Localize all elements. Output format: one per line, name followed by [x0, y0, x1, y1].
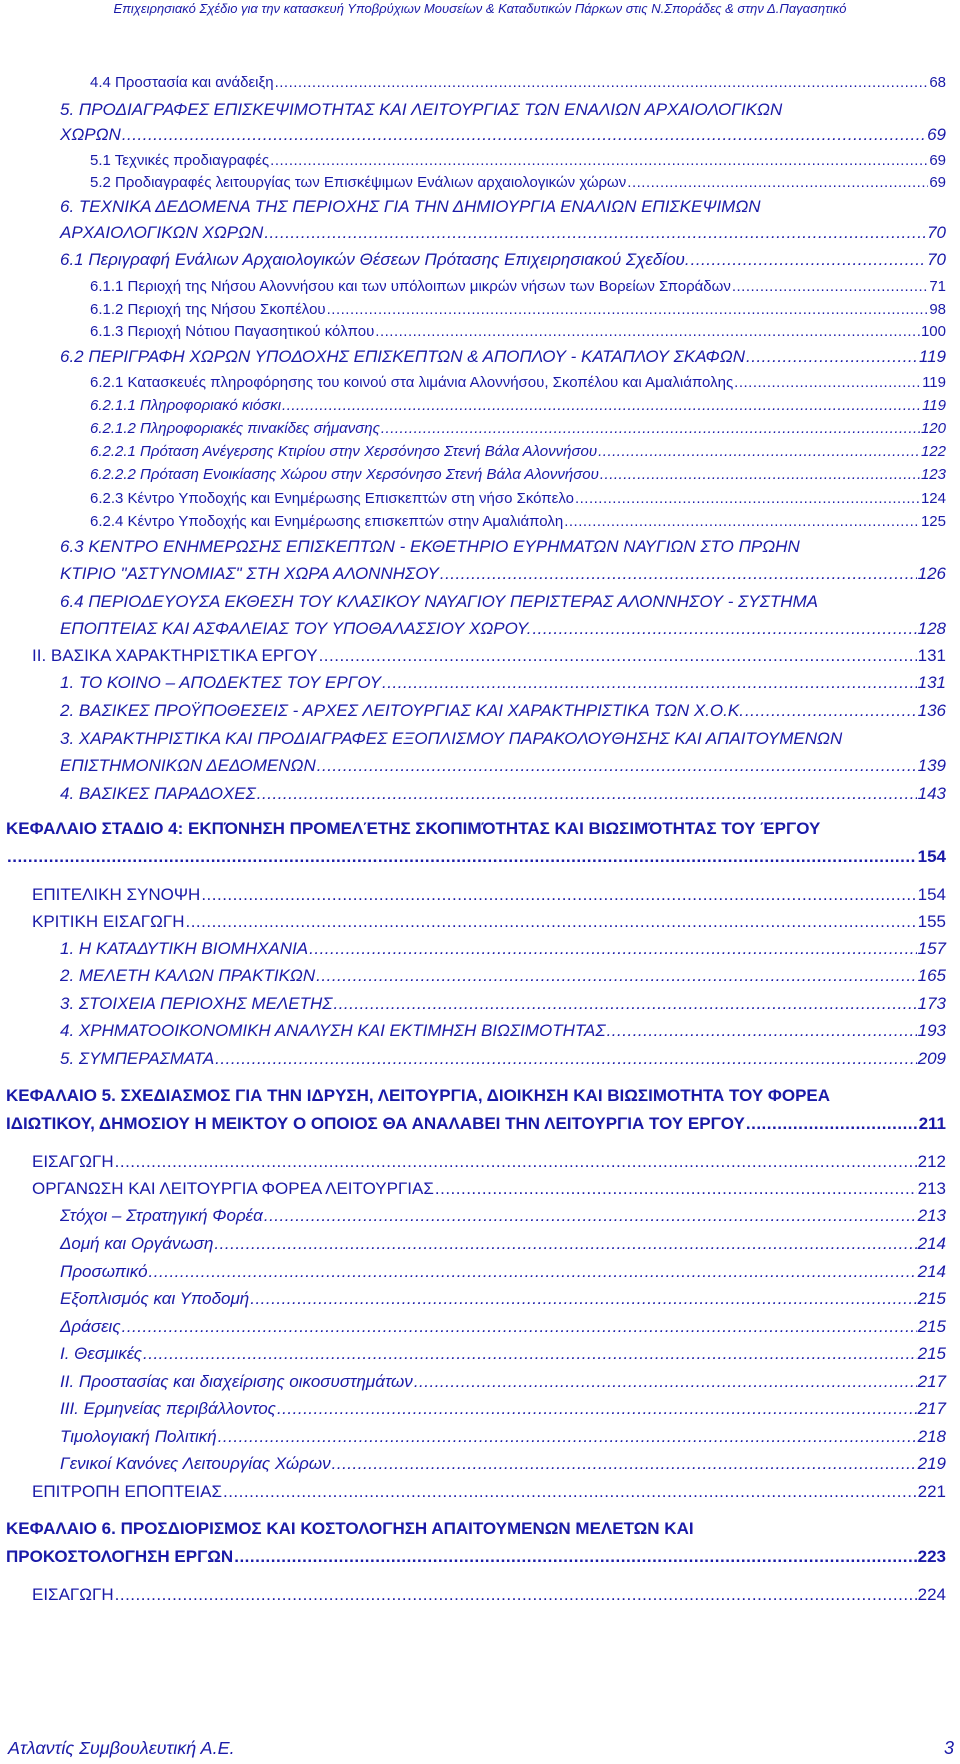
toc-entry[interactable]: [90, 420, 946, 437]
toc-dot-leader: [201, 885, 916, 905]
toc-page-number: 215: [917, 1344, 946, 1363]
toc-entry-title: 6.2.2.2 Πρόταση Ενοικίασης Χώρου στην Χερσόνησο Στενή Βάλα Αλοννήσου: [90, 466, 599, 483]
toc-page-number: 211: [918, 1114, 946, 1133]
toc-entry-title: Γενικοί Κανόνες Λειτουργίας Χώρων: [60, 1454, 331, 1473]
toc-dot-leader: [250, 1289, 916, 1309]
toc-entry-title: Δομή και Οργάνωση: [60, 1234, 214, 1253]
toc-entry-title: 6.1.2 Περιοχή της Νήσου Σκοπέλου: [90, 301, 326, 318]
toc-entry[interactable]: [60, 592, 818, 612]
toc-dot-leader: [309, 939, 916, 959]
toc-entry-title: Προσωπικό: [60, 1262, 148, 1281]
toc-page-number: 223: [917, 1547, 946, 1566]
toc-entry-title: ΕΠΙΤΡΟΠΗ ΕΠΟΠΤΕΙΑΣ: [32, 1482, 222, 1501]
toc-entry-title: 5. ΣΥΜΠΕΡΑΣΜΑΤΑ: [60, 1049, 215, 1068]
toc-entry[interactable]: [90, 74, 946, 91]
toc-entry[interactable]: [90, 152, 946, 169]
toc-dot-leader: [734, 374, 921, 391]
toc-dot-leader: [143, 1344, 917, 1364]
toc-dot-leader: [215, 1049, 916, 1069]
toc-entry-title: ΕΠΟΠΤΕΙΑΣ ΚΑΙ ΑΣΦΑΛΕΙΑΣ ΤΟΥ ΥΠΟΘΑΛΑΣΣΙΟΥ ΧΩΡΟΥ.: [60, 619, 532, 638]
toc-entry[interactable]: [90, 490, 946, 507]
toc-page-number: 100: [920, 323, 946, 340]
toc-dot-leader: [746, 1114, 918, 1134]
toc-page-number: 154: [917, 885, 946, 904]
toc-entry[interactable]: [6, 1114, 946, 1134]
toc-entry[interactable]: [60, 125, 946, 145]
toc-page-number: 69: [927, 125, 946, 144]
toc-entry-title: ΙΔΙΩΤΙΚΟΥ, ΔΗΜΟΣΙΟΥ Η ΜΕΙΚΤΟΥ Ο ΟΠΟΙΟΣ ΘΑ ΑΝΑΛΑΒΕΙ ΤΗΝ ΛΕΙΤΟΥΡΓΙΑ ΤΟΥ ΕΡΓΟΥ: [6, 1114, 745, 1133]
toc-page-number: 119: [918, 347, 946, 366]
toc-dot-leader: [598, 443, 920, 460]
toc-entry-title: 6.2.4 Κέντρο Υποδοχής και Ενημέρωσης επισκεπτών στην Αμαλιάπολη: [90, 513, 564, 530]
toc-page-number: 136: [917, 701, 946, 720]
toc-entry-title: Στόχοι – Στρατηγική Φορέα: [60, 1206, 263, 1225]
toc-entry-title: 6.2 ΠΕΡΙΓΡΑΦΗ ΧΩΡΩΝ ΥΠΟΔΟΧΗΣ ΕΠΙΣΚΕΠΤΩΝ & ΑΠΟΠΛΟΥ - ΚΑΤΑΠΛΟΥ ΣΚΑΦΩΝ: [60, 347, 745, 366]
toc-dot-leader: [745, 701, 917, 721]
toc-entry-title: 1. Η ΚΑΤΑΔΥΤΙΚΗ ΒΙΟΜΗΧΑΝΙΑ: [60, 939, 309, 958]
toc-entry-title: ΙΙ. ΒΑΣΙΚΑ ΧΑΡΑΚΤΗΡΙΣΤΙΚΑ ΕΡΓΟΥ: [32, 646, 318, 665]
toc-dot-leader: [122, 1317, 917, 1337]
toc-entry[interactable]: [60, 1372, 946, 1392]
toc-entry-title: ΚΕΦΑΛΑΙΟ 5. ΣΧΕΔΙΑΣΜΟΣ ΓΙΑ ΤΗΝ ΙΔΡΥΣΗ, ΛΕΙΤΟΥΡΓΙΑ, ΔΙΟΙΚΗΣΗ ΚΑΙ ΒΙΩΣΙΜΟΤΗΤΑ ΤΟΥ ΦΟΡΕΑ: [6, 1086, 831, 1105]
toc-entry[interactable]: [60, 1234, 946, 1254]
toc-entry-title: 3. ΧΑΡΑΚΤΗΡΙΣΤΙΚΑ ΚΑΙ ΠΡΟΔΙΑΓΡΑΦΕΣ ΕΞΟΠΛΙΣΜΟΥ ΠΑΡΑΚΟΛΟΥΘΗΣΗΣ ΚΑΙ ΑΠΑΙΤΟΥΜΕΝΩΝ: [60, 729, 843, 748]
toc-entry[interactable]: [60, 1427, 946, 1447]
toc-entry[interactable]: [90, 323, 946, 340]
toc-entry-title: 6.3 ΚΕΝΤΡΟ ΕΝΗΜΕΡΩΣΗΣ ΕΠΙΣΚΕΠΤΩΝ - ΕΚΘΕΤΗΡΙΟ ΕΥΡΗΜΑΤΩΝ ΝΑΥΓΙΩΝ ΣΤΟ ΠΡΩΗΝ: [60, 537, 800, 556]
toc-dot-leader: [532, 619, 916, 639]
toc-entry-title: 2. ΜΕΛΕΤΗ ΚΑΛΩΝ ΠΡΑΚΤΙΚΩΝ: [60, 966, 316, 985]
toc-page-number: 143: [917, 784, 946, 803]
toc-entry[interactable]: [60, 701, 946, 721]
toc-entry-title: 4. ΒΑΣΙΚΕΣ ΠΑΡΑΔΟΧΕΣ: [60, 784, 256, 803]
toc-dot-leader: [264, 223, 926, 243]
toc-entry-title: 6.2.1.2 Πληροφοριακές πινακίδες σήμανσης: [90, 420, 380, 437]
toc-entry-title: 6.1.3 Περιοχή Νότιου Παγασητικού κόλπου: [90, 323, 375, 340]
toc-entry-title: 4.4 Προστασία και ανάδειξη: [90, 74, 274, 91]
toc-page-number: 219: [917, 1454, 946, 1473]
toc-page-number: 122: [920, 443, 946, 460]
toc-dot-leader: [746, 347, 918, 367]
toc-page-number: 193: [917, 1021, 946, 1040]
toc-entry-title: 5.1 Τεχνικές προδιαγραφές: [90, 152, 270, 169]
toc-dot-leader: [185, 912, 916, 932]
toc-dot-leader: [382, 673, 917, 693]
toc-page-number: 213: [917, 1206, 946, 1225]
toc-page-number: 221: [917, 1482, 946, 1501]
toc-entry[interactable]: [90, 374, 946, 391]
toc-entry-title: ΟΡΓΑΝΩΣΗ ΚΑΙ ΛΕΙΤΟΥΡΓΙΑ ΦΟΡΕΑ ΛΕΙΤΟΥΡΓΙΑΣ: [32, 1179, 434, 1198]
toc-page-number: 70: [927, 250, 946, 269]
toc-page-number: 155: [917, 912, 946, 931]
toc-dot-leader: [332, 1454, 917, 1474]
toc-page-number: 125: [920, 513, 946, 530]
toc-entry-title: 6.2.1 Κατασκευές πληροφόρησης του κοινού στα λιμάνια Αλοννήσου, Σκοπέλου και Αμαλιάπολης: [90, 374, 734, 391]
toc-dot-leader: [264, 1206, 917, 1226]
toc-entry[interactable]: [32, 912, 946, 932]
toc-entry[interactable]: [6, 1519, 694, 1539]
toc-entry-title: ΚΡΙΤΙΚΗ ΕΙΣΑΓΩΓΗ: [32, 912, 185, 931]
toc-page-number: 70: [927, 223, 946, 242]
toc-entry[interactable]: [60, 250, 946, 270]
toc-dot-leader: [440, 564, 917, 584]
toc-entry[interactable]: [60, 100, 782, 120]
toc-entry[interactable]: [60, 1344, 946, 1364]
toc-entry-title: 5.2 Προδιαγραφές λειτουργίας των Επισκέψιμων Ενάλιων αρχαιολογικών χώρων: [90, 174, 627, 191]
toc-dot-leader: [316, 966, 916, 986]
toc-entry-title: 6. ΤΕΧΝΙΚΑ ΔΕΔΟΜΕΝΑ ΤΗΣ ΠΕΡΙΟΧΗΣ ΓΙΑ ΤΗΝ ΔΗΜΙΟΥΡΓΙΑ ΕΝΑΛΙΩΝ ΕΠΙΣΚΕΨΙΜΩΝ: [60, 197, 761, 216]
toc-page-number: 215: [917, 1289, 946, 1308]
toc-entry-title: 6.1.1 Περιοχή της Νήσου Αλοννήσου και των υπόλοιπων μικρών νήσων των Βορείων Σποράδων: [90, 278, 731, 295]
toc-page-number: 131: [917, 646, 946, 665]
toc-entry-title: 2. ΒΑΣΙΚΕΣ ΠΡΟΫΠΟΘΕΣΕΙΣ - ΑΡΧΕΣ ΛΕΙΤΟΥΡΓΙΑΣ ΚΑΙ ΧΑΡΑΚΤΗΡΙΣΤΙΚΑ ΤΩΝ Χ.Ο.Κ.: [60, 701, 744, 720]
footer-company: Ατλαντίς Συμβουλευτική Α.Ε.: [8, 1738, 235, 1758]
toc-entry[interactable]: [32, 1585, 946, 1605]
toc-entry[interactable]: [60, 1317, 946, 1337]
toc-dot-leader: [607, 1021, 917, 1041]
toc-entry[interactable]: [60, 347, 946, 367]
toc-entry[interactable]: [6, 1086, 830, 1106]
toc-page-number: 124: [920, 490, 946, 507]
toc-entry-title: ΑΡΧΑΙΟΛΟΓΙΚΩΝ ΧΩΡΩΝ: [60, 223, 264, 242]
toc-page-number: 209: [917, 1049, 946, 1068]
toc-dot-leader: [575, 490, 920, 507]
toc-entry-title: Εξοπλισμός και Υποδομή: [60, 1289, 250, 1308]
toc-page-number: 173: [917, 994, 946, 1013]
toc-entry[interactable]: [60, 1262, 946, 1282]
toc-page-number: 119: [922, 374, 946, 391]
toc-entry[interactable]: [60, 939, 946, 959]
toc-entry-title: Δράσεις: [60, 1317, 121, 1336]
toc-page-number: 218: [917, 1427, 946, 1446]
toc-dot-leader: [627, 174, 928, 191]
toc-page-number: 213: [917, 1179, 946, 1198]
toc-page-number: 215: [917, 1317, 946, 1336]
toc-dot-leader: [115, 1585, 917, 1605]
toc-entry[interactable]: [6, 1547, 946, 1567]
toc-entry[interactable]: [60, 994, 946, 1014]
toc-entry-title: ΚΕΦΑΛΑΙΟ 6. ΠΡΟΣΔΙΟΡΙΣΜΟΣ ΚΑΙ ΚΟΣΤΟΛΟΓΗΣΗ ΑΠΑΙΤΟΥΜΕΝΩΝ ΜΕΛΕΤΩΝ ΚΑΙ: [6, 1519, 694, 1538]
toc-entry[interactable]: [60, 564, 946, 584]
toc-page-number: 69: [929, 174, 946, 191]
toc-entry[interactable]: [32, 1482, 946, 1502]
toc-entry[interactable]: [90, 174, 946, 191]
toc-entry[interactable]: [60, 729, 842, 749]
toc-entry-title: 6.1 Περιγραφή Ενάλιων Αρχαιολογικών Θέσεων Πρότασης Επιχειρησιακού Σχεδίου.: [60, 250, 690, 269]
toc-entry[interactable]: [60, 1289, 946, 1309]
toc-dot-leader: [282, 397, 921, 414]
toc-entry-title: 6.2.3 Κέντρο Υποδοχής και Ενημέρωσης Επισκεπτών στη νήσο Σκόπελο: [90, 490, 574, 507]
toc-entry[interactable]: [90, 513, 946, 530]
toc-entry[interactable]: [90, 443, 946, 460]
toc-dot-leader: [122, 125, 926, 145]
toc-entry[interactable]: [90, 301, 946, 318]
toc-entry[interactable]: [90, 466, 946, 483]
toc-entry[interactable]: [60, 197, 761, 217]
toc-dot-leader: [600, 466, 920, 483]
toc-entry[interactable]: [60, 756, 946, 776]
toc-dot-leader: [564, 513, 920, 530]
toc-page-number: 128: [917, 619, 946, 638]
toc-entry[interactable]: [90, 278, 946, 295]
toc-entry-title: ΙΙΙ. Ερμηνείας περιβάλλοντος: [60, 1399, 276, 1418]
toc-entry[interactable]: [60, 223, 946, 243]
toc-dot-leader: [375, 323, 920, 340]
toc-entry-title: ΕΠΙΣΤΗΜΟΝΙΚΩΝ ΔΕΔΟΜΕΝΩΝ: [60, 756, 316, 775]
toc-entry[interactable]: [60, 1206, 946, 1226]
toc-dot-leader: [223, 1482, 917, 1502]
toc-dot-leader: [381, 420, 920, 437]
toc-dot-leader: [275, 74, 929, 91]
toc-entry-title: 6.4 ΠΕΡΙΟΔΕΥΟΥΣΑ ΕΚΘΕΣΗ ΤΟΥ ΚΛΑΣΙΚΟΥ ΝΑΥΑΓΙΟΥ ΠΕΡΙΣΤΕΡΑΣ ΑΛΟΝΝΗΣΟΥ - ΣΥΣΤΗΜΑ: [60, 592, 818, 611]
toc-entry-title: ΠΡΟΚΟΣΤΟΛΟΓΗΣΗ ΕΡΓΩΝ: [6, 1547, 234, 1566]
toc-page-number: 212: [917, 1152, 946, 1171]
toc-entry-title: 1. ΤΟ ΚΟΙΝΟ – ΑΠΟΔΕΚΤΕΣ ΤΟΥ ΕΡΓΟΥ: [60, 673, 382, 692]
toc-dot-leader: [149, 1262, 917, 1282]
toc-entry[interactable]: [60, 1049, 946, 1069]
toc-entry[interactable]: [90, 397, 946, 414]
toc-entry-title: ΚΤΙΡΙΟ "ΑΣΤΥΝΟΜΙΑΣ" ΣΤΗ ΧΩΡΑ ΑΛΟΝΝΗΣΟΥ: [60, 564, 439, 583]
toc-page-number: 214: [917, 1234, 946, 1253]
toc-entry[interactable]: [60, 673, 946, 693]
toc-page-number: 154: [917, 847, 946, 866]
toc-entry-title: ΕΙΣΑΓΩΓΗ: [32, 1152, 114, 1171]
toc-page-number: 98: [929, 301, 946, 318]
toc-dot-leader: [7, 847, 917, 867]
toc-dot-leader: [257, 784, 917, 804]
toc-page-number: 165: [917, 966, 946, 985]
toc-dot-leader: [691, 250, 926, 270]
toc-page-number: 119: [922, 397, 946, 414]
toc-entry[interactable]: [6, 847, 946, 867]
toc-entry-title: Τιμολογιακή Πολιτική: [60, 1427, 217, 1446]
toc-entry[interactable]: [32, 1179, 946, 1199]
toc-page-number: 131: [917, 673, 946, 692]
toc-page-number: 224: [917, 1585, 946, 1604]
toc-entry-title: ΧΩΡΩΝ: [60, 125, 121, 144]
toc-entry[interactable]: [32, 885, 946, 905]
toc-dot-leader: [435, 1179, 917, 1199]
toc-page-number: 217: [917, 1399, 946, 1418]
toc-page-number: 120: [920, 420, 946, 437]
toc-entry-title: ΙΙ. Προστασίας και διαχείρισης οικοσυστημάτων: [60, 1372, 413, 1391]
toc-entry[interactable]: [60, 1454, 946, 1474]
toc-page-number: 217: [917, 1372, 946, 1391]
toc-entry-title: ΕΙΣΑΓΩΓΗ: [32, 1585, 114, 1604]
toc-page-number: 126: [917, 564, 946, 583]
toc-entry-title: 4. ΧΡΗΜΑΤΟΟΙΚΟΝΟΜΙΚΗ ΑΝΑΛΥΣΗ ΚΑΙ ΕΚΤΙΜΗΣΗ ΒΙΩΣΙΜΟΤΗΤΑΣ: [60, 1021, 606, 1040]
toc-dot-leader: [414, 1372, 917, 1392]
toc-dot-leader: [277, 1399, 917, 1419]
toc-dot-leader: [270, 152, 928, 169]
toc-entry-title: 3. ΣΤΟΙΧΕΙΑ ΠΕΡΙΟΧΗΣ ΜΕΛΕΤΗΣ: [60, 994, 333, 1013]
toc-page-number: 69: [929, 152, 946, 169]
toc-entry[interactable]: [60, 619, 946, 639]
toc-dot-leader: [333, 994, 916, 1014]
toc-page-number: 214: [917, 1262, 946, 1281]
toc-entry[interactable]: [60, 537, 800, 557]
toc-entry-title: Ι. Θεσμικές: [60, 1344, 142, 1363]
toc-dot-leader: [218, 1427, 917, 1447]
toc-dot-leader: [234, 1547, 916, 1567]
toc-dot-leader: [327, 301, 929, 318]
toc-entry[interactable]: [32, 1152, 946, 1172]
toc-entry-title: 6.2.2.1 Πρόταση Ανέγερσης Κτιρίου στην Χερσόνησο Στενή Βάλα Αλοννήσου: [90, 443, 598, 460]
toc-page-number: 139: [917, 756, 946, 775]
toc-dot-leader: [115, 1152, 917, 1172]
toc-dot-leader: [317, 756, 917, 776]
toc-entry-title: 5. ΠΡΟΔΙΑΓΡΑΦΕΣ ΕΠΙΣΚΕΨΙΜΟΤΗΤΑΣ ΚΑΙ ΛΕΙΤΟΥΡΓΙΑΣ ΤΩΝ ΕΝΑΛΙΩΝ ΑΡΧΑΙΟΛΟΓΙΚΩΝ: [60, 100, 783, 119]
toc-entry[interactable]: [60, 966, 946, 986]
toc-dot-leader: [319, 646, 917, 666]
toc-entry-title: ΕΠΙΤΕΛΙΚΗ ΣΥΝΟΨΗ: [32, 885, 201, 904]
footer-page-number: 3: [943, 1738, 954, 1758]
toc-entry[interactable]: [60, 1021, 946, 1041]
toc-dot-leader: [732, 278, 928, 295]
toc-entry-title: ΚΕΦΑΛΑΙΟ ΣΤΑΔΙΟ 4: ΕΚΠΌΝΗΣΗ ΠΡΟΜΕΛΈΤΗΣ ΣΚΟΠΙΜΌΤΗΤΑΣ ΚΑΙ ΒΙΩΣΙΜΌΤΗΤΑΣ ΤΟΥ ΈΡΓΟΥ: [6, 819, 821, 838]
toc-entry-title: 6.2.1.1 Πληροφοριακό κιόσκι: [90, 397, 282, 414]
toc-entry[interactable]: [6, 819, 820, 839]
toc-page-number: 123: [920, 466, 946, 483]
toc-entry[interactable]: [60, 784, 946, 804]
toc-entry[interactable]: [60, 1399, 946, 1419]
toc-page-number: 157: [917, 939, 946, 958]
toc-dot-leader: [214, 1234, 916, 1254]
toc-entry[interactable]: [32, 646, 946, 666]
toc-page-number: 68: [929, 74, 946, 91]
toc-page-number: 71: [929, 278, 946, 295]
page-header: Επιχειρησιακό Σχέδιο για την κατασκευή Υποβρύχιων Μουσείων & Καταδυτικών Πάρκων στις Ν.Σποράδες & στην Δ.Παγασητικό: [113, 1, 847, 16]
